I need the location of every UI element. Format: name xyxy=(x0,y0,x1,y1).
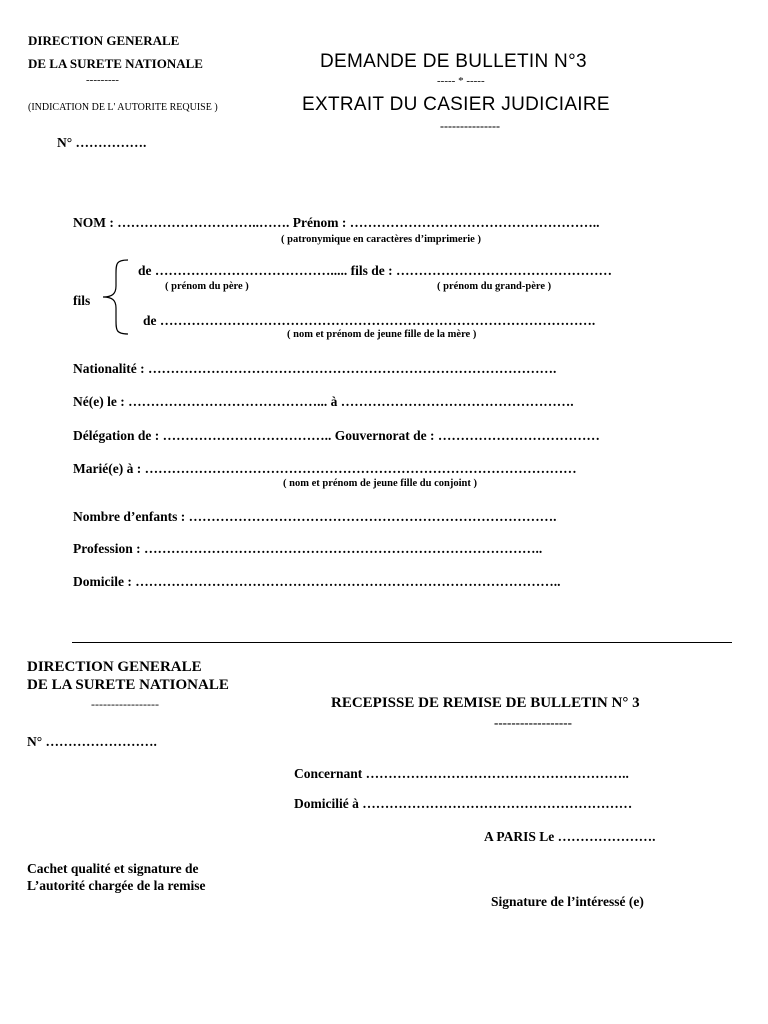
page-title: DEMANDE DE BULLETIN N°3 xyxy=(320,51,587,72)
delegation-field: Délégation de : ……………………………….. Gouvernorat de : ……………………………… xyxy=(73,428,600,443)
enfants-field: Nombre d’enfants : ………………………………………………………………………. xyxy=(73,509,557,524)
father-hint: ( prénom du père ) xyxy=(165,281,249,292)
fils-label: fils xyxy=(73,293,91,308)
receipt-number: N° ……………………. xyxy=(27,734,157,749)
cachet-line2: L’autorité chargée de la remise xyxy=(27,878,206,893)
profession-field: Profession : …………………………………………………………………………….. xyxy=(73,541,543,556)
city-date-field: A PARIS Le …………………. xyxy=(484,829,656,844)
receipt-authority-line1: DIRECTION GENERALE xyxy=(27,659,202,675)
nom-hint: ( patronymique en caractères d’imprimerie ) xyxy=(281,234,481,245)
request-number: N° ……………. xyxy=(57,135,147,150)
receipt-title: RECEPISSE DE REMISE DE BULLETIN N° 3 xyxy=(331,695,640,711)
birth-field: Né(e) le : ……………………………………... à ……………………………………………. xyxy=(73,394,574,409)
marie-hint: ( nom et prénom de jeune fille du conjoint ) xyxy=(283,478,477,489)
authority-note: (INDICATION DE L' AUTORITE REQUISE ) xyxy=(28,102,218,113)
cachet-line1: Cachet qualité et signature de xyxy=(27,861,199,876)
domicile-field: Domicile : ………………………………………………………………………………….. xyxy=(73,574,561,589)
subtitle-dashes: --------------- xyxy=(440,119,500,133)
authority-line1: DIRECTION GENERALE xyxy=(28,33,180,48)
domicilie-field: Domicilié à …………………………………………………… xyxy=(294,796,633,811)
marie-field: Marié(e) à : …………………………………………………………………………………… xyxy=(73,461,577,476)
page-subtitle: EXTRAIT DU CASIER JUDICIAIRE xyxy=(302,94,610,115)
nationalite-field: Nationalité : ………………………………………………………………………………. xyxy=(73,361,557,376)
brace-icon xyxy=(100,258,130,336)
father-field: de …………………………………..... fils de : ………………………………………… xyxy=(138,263,612,278)
signature-label: Signature de l’intéressé (e) xyxy=(491,894,644,909)
authority-dashes: --------- xyxy=(86,74,119,86)
nom-prenom-field: NOM : …………………………..……. Prénom : ……………………………………………….. xyxy=(73,215,600,230)
mother-field: de ……………………………………………………………………………………. xyxy=(143,313,596,328)
mother-hint: ( nom et prénom de jeune fille de la mère ) xyxy=(287,329,477,340)
receipt-authority-dashes: ----------------- xyxy=(91,697,159,711)
title-separator: ----- * ----- xyxy=(437,75,485,87)
section-divider xyxy=(72,642,732,643)
receipt-authority-line2: DE LA SURETE NATIONALE xyxy=(27,677,229,693)
authority-line2: DE LA SURETE NATIONALE xyxy=(28,56,203,71)
receipt-title-dashes: ------------------ xyxy=(494,715,572,730)
grandfather-hint: ( prénom du grand-père ) xyxy=(437,281,552,292)
concernant-field: Concernant ………………………………………………….. xyxy=(294,766,629,781)
